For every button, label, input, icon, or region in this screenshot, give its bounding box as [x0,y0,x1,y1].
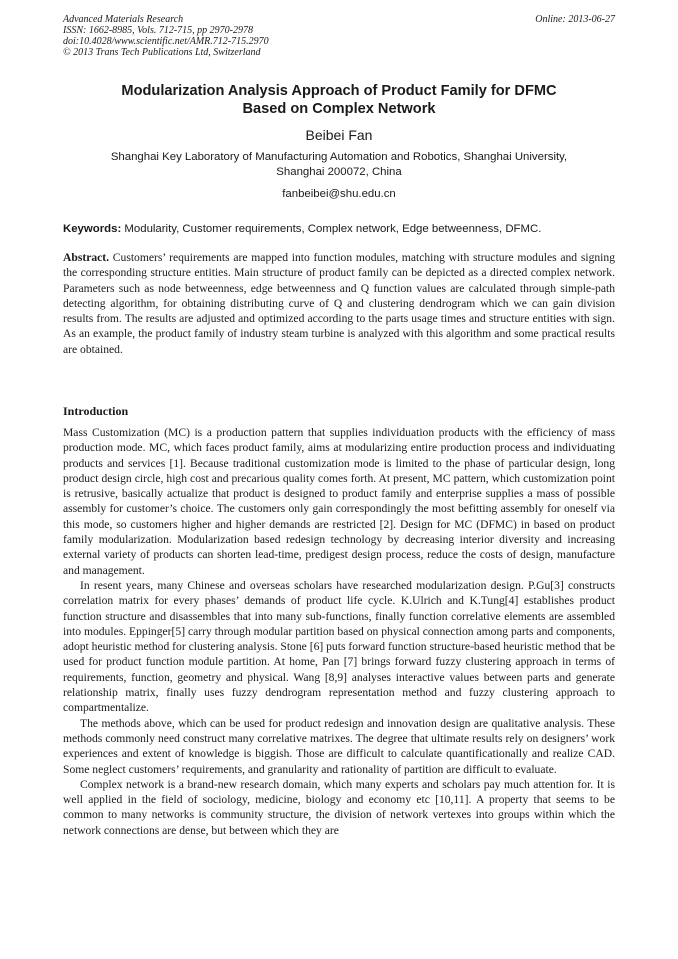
abstract [63,250,615,357]
title-line-2: Based on Complex Network [242,101,436,117]
paragraph: Mass Customization (MC) is a production pattern that supplies individuation products with the efficiency of mass production mode. MC, which faces product family, aims at modularizing entire production process and individuating products and services [1]. Because traditional customization mode is limited to the phase of particular design, long product design circle, high cost and precarious quality comes forth. At present, MC pattern, which customization point is retrusive, basically actualize that product is designed to product family and enterprise supplies a mass of possible assembly for customer’s choice. The customers only gain correspondingly the most befitting assembly for oneself via this mode, so customers higher and higher demands are restricted [2]. Design for MC (DFMC) in based on product family modularization. Modularization based redesign technology by decreasing interior diversity and increasing external variety of products can shorten lead-time, predigest design process, reduce the costs of design, manufacture and management. [63,426,615,577]
paragraph: Complex network is a brand-new research domain, which many experts and scholars pay much attention for. It is well applied in the field of sociology, medicine, biology and economy etc [10,11]. A property that seems to be common to many networks is community structure, the division of network vertexes into groups within which the network connections are dense, but between which they are [63,777,615,837]
affiliation-line-1: Shanghai Key Laboratory of Manufacturing Automation and Robotics, Shanghai University, [110,151,568,163]
issn-line: ISSN: 1662-8985, Vols. 712-715, pp 2970-2978 [63,25,253,36]
abstract-label: Abstract. [63,251,110,264]
online-date: Online: 2013-06-27 [535,14,615,25]
paragraph: The methods above, which can be used for product redesign and innovation design are qualitative analysis. These methods commonly need construct many correlative matrixes. The degree that ultimate results rely on designers’ work experiences and extent of knowledge is biggish. Those are difficult to calculate quantificationally and realize CAD. Some neglect customers’ requirements, and granularity and rationality of partition are difficult to evaluate. [63,716,615,776]
affiliation [63,150,615,180]
copyright-line: © 2013 Trans Tech Publications Ltd, Switzerland [63,47,261,58]
affiliation-line-2: Shanghai 200072, China [276,166,402,178]
paper-title [63,82,615,118]
title-line-1: Modularization Analysis Approach of Product Family for DFMC [121,83,557,99]
author-name: Beibei Fan [305,127,373,143]
keywords-text: Modularity, Customer requirements, Complex network, Edge betweenness, DFMC. [124,223,542,235]
journal-header [63,14,615,58]
introduction-body [63,425,615,838]
doi-line: doi:10.4028/www.scientific.net/AMR.712-715.2970 [63,36,269,47]
author-email: fanbeibei@shu.edu.cn [282,188,396,200]
journal-name: Advanced Materials Research [63,14,184,25]
introduction-heading: Introduction [63,404,129,418]
keywords [63,222,615,237]
abstract-text: Customers’ requirements are mapped into function modules, matching with structure modules and signing the corresponding structure entities. Main structure of product family can be depicted as a directed complex network. Parameters such as node betweenness, edge betweenness and Q function values are calculated through simple-path detecting algorithm, for obtaining distributing curve of Q and clustering dendrogram which we can gain division results from. The results are adjusted and optimized according to the parts usage times and structure entities with sign. As an example, the product family of industry steam turbine is analyzed with this algorithm and some practical results are obtained. [63,251,615,356]
keywords-label: Keywords: [63,223,122,235]
paragraph: In resent years, many Chinese and overseas scholars have researched modularization design. P.Gu[3] constructs correlation matrix for every phases’ demands of product life cycle. K.Ulrich and K.Tung[4] establishes product function structure and disassembles that into many sub-functions, finally function correlative elements are assembled into modules. Eppinger[5] carry through modular partition based on physical connection among parts and components, adopt heuristic method for clustering analysis. Stone [6] puts forward function structure-based heuristic method that be used for product function module partition. At home, Pan [7] brings forward fuzzy clustering approach in terms of requirements, function, geometry and physical. Wang [8,9] analyses interactive values between parts and generate relationship matrix, finally uses fuzzy dendrogram representation method and fuzzy clustering approach to compartmentalize. [63,578,615,715]
